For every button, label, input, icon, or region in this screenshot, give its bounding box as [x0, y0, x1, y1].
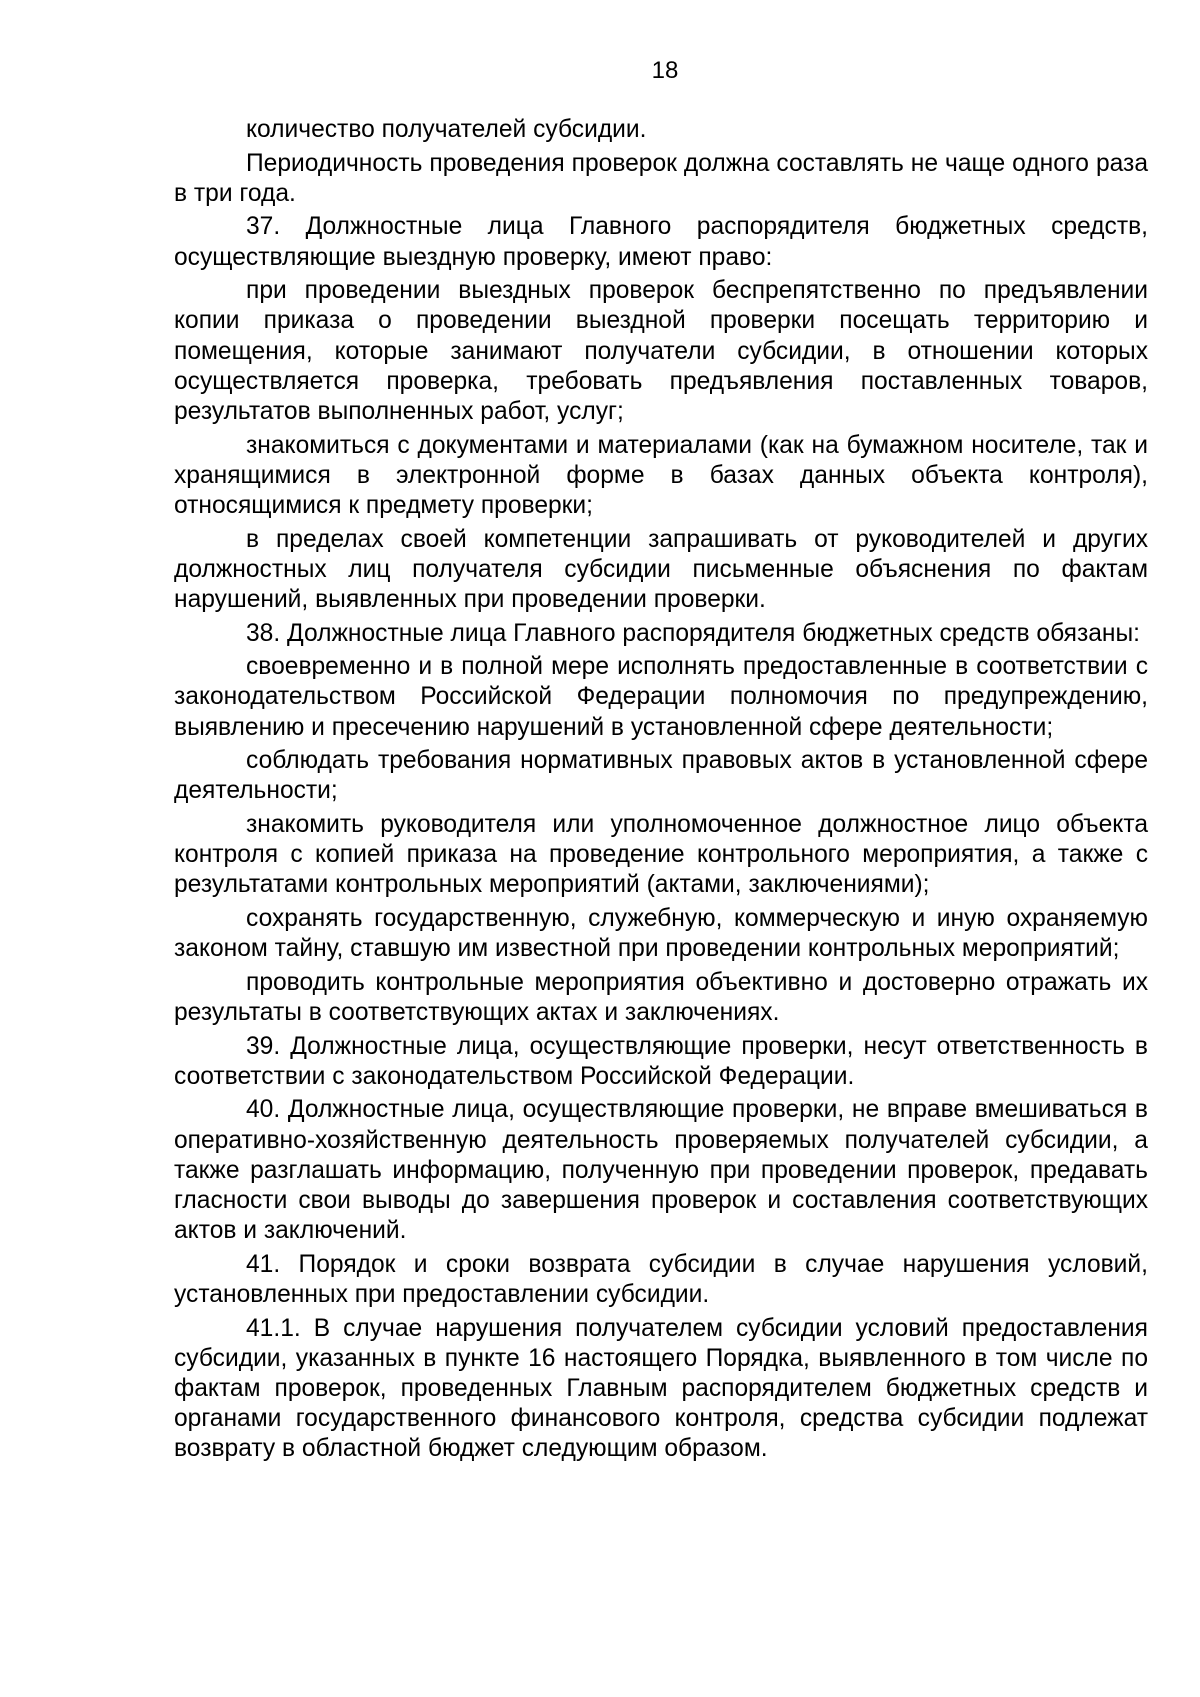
paragraph-duty-keep-secret: сохранять государственную, служебную, коммерческую и иную охраняемую законом тайну, ставшую им известной при проведении контрольных мероприятий;	[174, 904, 1148, 963]
paragraph-right-site-visit: при проведении выездных проверок беспрепятственно по предъявлении копии приказа о проведении выездной проверки посещать территорию и помещения, которые занимают получатели субсидии, в отношении которых осуществляется проверка, требовать предъявления поставленных товаров, результатов выполненных работ, услуг;	[174, 277, 1148, 425]
paragraph-41-1-refund: 41.1. В случае нарушения получателем субсидии условий предоставления субсидии, указанных в пункте 16 настоящего Порядка, выявленного в том числе по фактам проверок, проведенных Главным распорядителем бюджетных средств и органами государственного финансового контроля, средства субсидии подлежат возврату в областной бюджет следующим образом.	[174, 1314, 1148, 1463]
paragraph-39-responsibility: 39. Должностные лица, осуществляющие проверки, несут ответственность в соответствии с законодательством Российской Федерации.	[174, 1032, 1148, 1090]
page-number: 18	[651, 57, 679, 84]
paragraph-duty-execute-powers: своевременно и в полной мере исполнять предоставленные в соответствии с законодательством Российской Федерации полномочия по предупреждению, выявлению и пресечению нарушений в установленной сфере деятельности;	[174, 653, 1148, 741]
paragraph-duty-comply-acts: соблюдать требования нормативных правовых актов в установленной сфере деятельности;	[174, 747, 1148, 805]
paragraph-right-explanations: в пределах своей компетенции запрашивать от руководителей и других должностных лиц получателя субсидии письменные объяснения по фактам нарушений, выявленных при проведении проверки.	[174, 525, 1148, 613]
paragraph-inspection-frequency: Периодичность проведения проверок должна составлять не чаще одного раза в три года.	[174, 149, 1148, 207]
paragraph-38-obligations: 38. Должностные лица Главного распорядителя бюджетных средств обязаны:	[246, 619, 1141, 647]
paragraph-37-rights: 37. Должностные лица Главного распорядителя бюджетных средств, осуществляющие выездную проверку, имеют право:	[174, 213, 1148, 271]
paragraph-40-restrictions: 40. Должностные лица, осуществляющие проверки, не вправе вмешиваться в оперативно-хозяйственную деятельность проверяемых получателей субсидии, а также разглашать информацию, полученную при проведении проверок, предавать гласности свои выводы до завершения проверок и составления соответствующих актов и заключений.	[174, 1096, 1148, 1245]
document-body	[174, 115, 1148, 1465]
paragraph-duty-objective: проводить контрольные мероприятия объективно и достоверно отражать их результаты в соответствующих актах и заключениях.	[174, 968, 1148, 1026]
paragraph-recipients-count: количество получателей субсидии.	[246, 116, 647, 143]
paragraph-right-documents: знакомиться с документами и материалами (как на бумажном носителе, так и хранящимися в электронной форме в базах данных объекта контроля), относящимися к предмету проверки;	[174, 431, 1148, 519]
paragraph-41-refund-procedure: 41. Порядок и сроки возврата субсидии в случае нарушения условий, установленных при предоставлении субсидии.	[174, 1250, 1148, 1308]
paragraph-duty-inform-head: знакомить руководителя или уполномоченное должностное лицо объекта контроля с копией приказа на проведение контрольного мероприятия, а также с результатами контрольных мероприятий (актами, заключениями);	[174, 810, 1148, 899]
